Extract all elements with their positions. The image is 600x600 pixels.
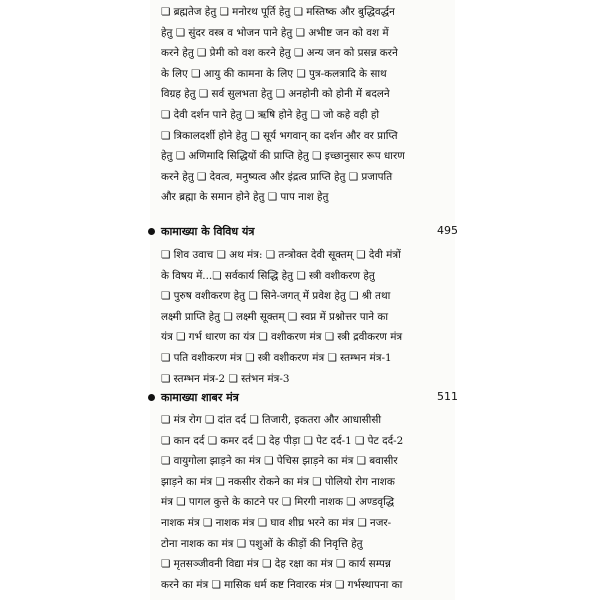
list-line: करने का मंत्र ❏ मासिक धर्म कष्ट निवारक मंत्र ❏ गर्भस्थापना का [161,578,403,591]
list-line: हेतु ❏ अणिमादि सिद्धियों की प्राप्ति हेतु ❏ इच्छानुसार रूप धारण [161,150,405,163]
list-line: के लिए ❏ आयु की कामना के लिए ❏ पुत्र-कलत्रादि के साथ [161,67,387,80]
list-line: ❏ स्तम्भन मंत्र-2 ❏ स्तंभन मंत्र-3 [161,372,290,385]
list-line: ❏ पति वशीकरण मंत्र ❏ स्त्री वशीकरण मंत्र ❏ स्तम्भन मंत्र-1 [161,351,392,364]
list-line: ❏ कान दर्द ❏ कमर दर्द ❏ देह पीड़ा ❏ पेट दर्द-1 ❏ पेट दर्द-2 [161,434,404,447]
section-list [161,245,446,389]
section-list [161,410,446,595]
page-number: 495 [437,224,458,237]
list-line: ❏ मृतसञ्जीवनी विद्या मंत्र ❏ देह रक्षा का मंत्र ❏ कार्य सम्पन्न [161,558,391,571]
list-line: झाड़ने का मंत्र ❏ नकसीर रोकने का मंत्र ❏ पोलियो रोग नाशक [161,475,395,488]
list-line: करने हेतु ❏ प्रेमी को वश करने हेतु ❏ अन्य जन को प्रसन्न करने [161,47,398,60]
section-heading [148,224,458,246]
section-heading [148,390,458,412]
intro-list [161,2,446,208]
list-line: और ब्रह्मा के समान होने हेतु ❏ पाप नाश हेतु [161,191,329,204]
list-line: लक्ष्मी प्राप्ति हेतु ❏ लक्ष्मी सूक्तम् ❏ स्वप्न में प्रश्नोत्तर पाने का [161,310,389,323]
list-line: टोना नाशक का मंत्र ❏ पशुओं के कीड़ों की निवृत्ति हेतु [161,537,363,550]
list-line: ❏ वायुगोला झाड़ने का मंत्र ❏ पेचिस झाड़ने का मंत्र ❏ बवासीर [161,455,398,468]
list-line: करने हेतु ❏ देवत्व, मनुष्यत्व और इंद्रत्व प्राप्ति हेतु ❏ प्रजापति [161,170,393,183]
section-title: कामाख्या के विविध यंत्र [161,225,255,238]
list-line: ❏ पुरुष वशीकरण हेतु ❏ सिने-जगत् में प्रवेश हेतु ❏ श्री तथा [161,290,391,303]
list-line: विग्रह हेतु ❏ सर्व सुलभता हेतु ❏ अनहोनी को होनी में बदलने [161,88,390,101]
list-line: यंत्र ❏ गर्भ धारण का यंत्र ❏ वशीकरण मंत्र ❏ स्त्री द्रवीकरण मंत्र [161,331,403,344]
list-line: ❏ ब्रह्मतेज हेतु ❏ मनोरथ पूर्ति हेतु ❏ मस्तिष्क और बुद्धिवर्द्धन [161,6,395,18]
bullet-icon [148,228,155,235]
list-line: मंत्र ❏ पागल कुत्ते के काटने पर ❏ मिरगी नाशक ❏ अण्डवृद्धि [161,496,395,509]
list-line: के विषय में...❏ सर्वकार्य सिद्धि हेतु ❏ स्त्री वशीकरण हेतु [161,269,375,282]
list-line: ❏ देवी दर्शन पाने हेतु ❏ ऋषि होने हेतु ❏ जो कहे वही हो [161,108,380,121]
list-line: ❏ त्रिकालदर्शी होने हेतु ❏ सूर्य भगवान् का दर्शन और वर प्राप्ति [161,129,398,142]
list-line: ❏ शिव उवाच ❏ अथ मंत्र: ❏ तन्त्रोक्त देवी सूक्तम् ❏ देवी मंत्रों [161,249,401,261]
section-title: कामाख्या शाबर मंत्र [161,391,239,404]
list-line: नाशक मंत्र ❏ नाशक मंत्र ❏ घाव शीघ्र भरने का मंत्र ❏ नजर- [161,516,392,529]
list-line: ❏ मंत्र रोग ❏ दांत दर्द ❏ तिजारी, इकतरा और आधासीसी [161,414,382,426]
list-line: हेतु ❏ सुंदर वस्त्र व भोजन पाने हेतु ❏ अभीष्ट जन को वश में [161,26,389,39]
page-number: 511 [437,390,458,403]
bullet-icon [148,394,155,401]
